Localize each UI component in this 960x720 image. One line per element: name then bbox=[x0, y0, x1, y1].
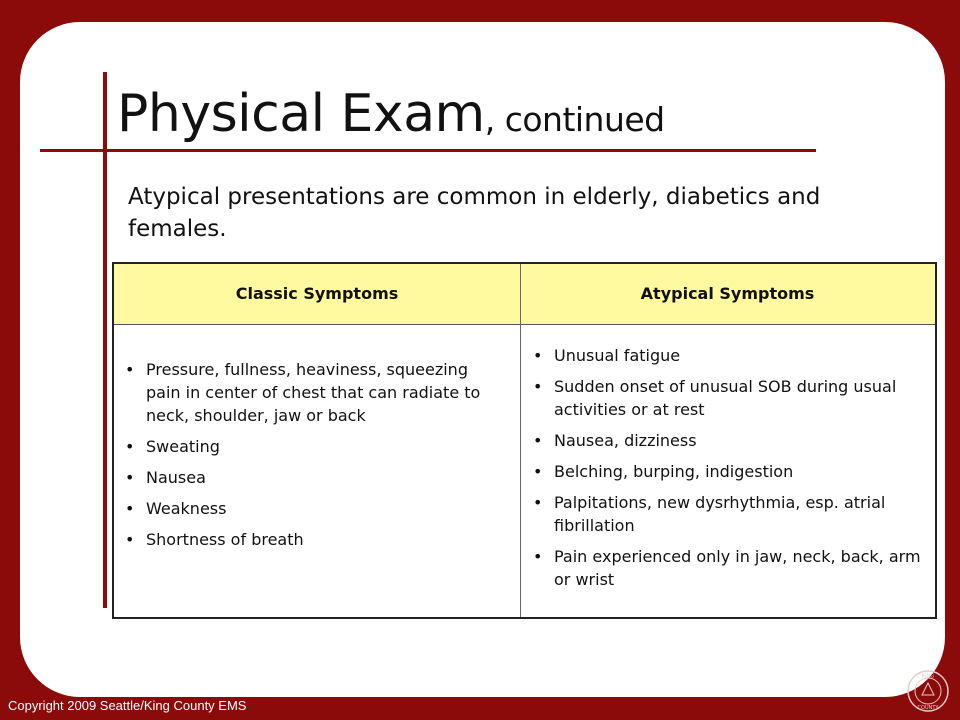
classic-symptoms-list bbox=[122, 358, 482, 559]
seal-text-top: KING bbox=[921, 673, 935, 680]
seal-text-bottom: COUNTY bbox=[917, 705, 939, 711]
list-item: • Pain experienced only in jaw, neck, back, arm or wrist bbox=[530, 545, 925, 591]
copyright-text: Copyright 2009 Seattle/King County EMS bbox=[8, 698, 247, 713]
atypical-symptoms-list bbox=[530, 344, 925, 599]
title-continued: , continued bbox=[484, 100, 665, 139]
list-item: • Unusual fatigue bbox=[530, 344, 925, 367]
list-item: • Weakness bbox=[122, 497, 482, 520]
list-item: • Palpitations, new dysrhythmia, esp. atrial fibrillation bbox=[530, 491, 925, 537]
header-classic-symptoms: Classic Symptoms bbox=[235, 284, 399, 303]
title-main: Physical Exam bbox=[117, 84, 485, 144]
vertical-accent-line bbox=[103, 72, 107, 608]
list-item: • Nausea, dizziness bbox=[530, 429, 925, 452]
header-atypical-symptoms: Atypical Symptoms bbox=[640, 284, 815, 303]
list-item: • Shortness of breath bbox=[122, 528, 482, 551]
slide-title bbox=[117, 84, 665, 144]
list-item: • Pressure, fullness, heaviness, squeezing pain in center of chest that can radiate to neck, shoulder, jaw or back bbox=[122, 358, 482, 427]
list-item: • Belching, burping, indigestion bbox=[530, 460, 925, 483]
table-header-row bbox=[114, 264, 935, 325]
list-item: • Sweating bbox=[122, 435, 482, 458]
slide-subtitle: Atypical presentations are common in elderly, diabetics and females. bbox=[128, 184, 821, 242]
county-seal-logo bbox=[905, 668, 951, 714]
list-item: • Sudden onset of unusual SOB during usual activities or at rest bbox=[530, 375, 925, 421]
horizontal-accent-line bbox=[40, 149, 816, 152]
symptoms-table bbox=[112, 262, 937, 619]
column-divider bbox=[520, 264, 521, 617]
list-item: • Nausea bbox=[122, 466, 482, 489]
